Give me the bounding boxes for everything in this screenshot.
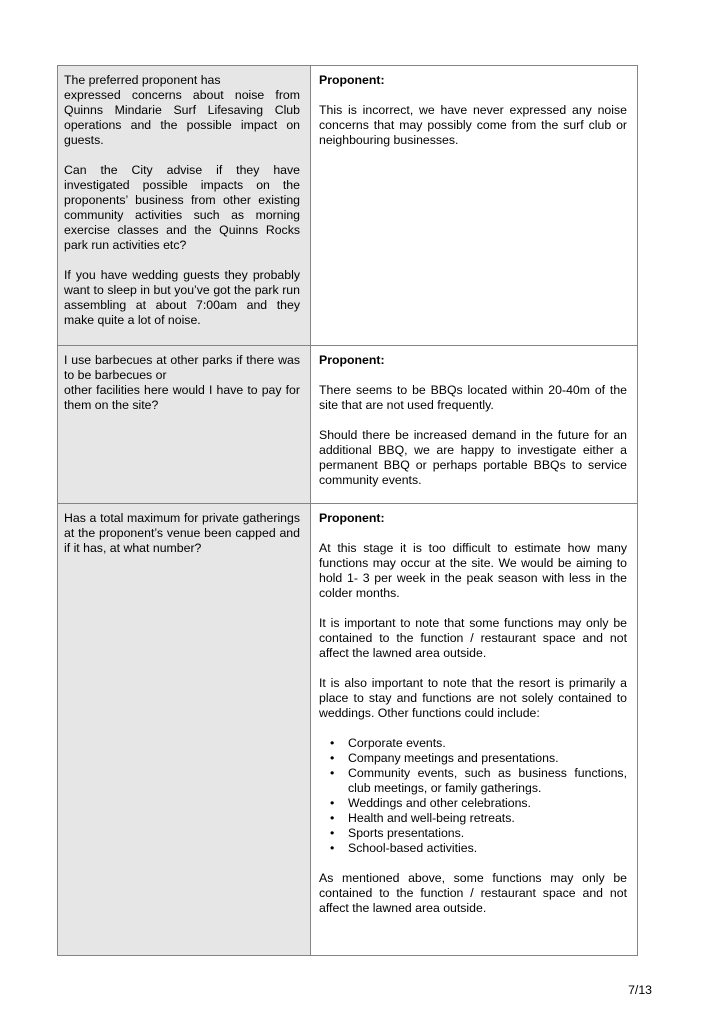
list-item-text: Community events, such as business functions, club meetings, or family gatherings. — [348, 766, 627, 795]
question-cell — [58, 346, 311, 504]
list-item-text: Company meetings and presentations. — [348, 751, 559, 765]
bullet-icon: • — [330, 841, 335, 855]
proponent-label: Proponent: — [319, 353, 385, 367]
question-paragraph — [64, 353, 300, 413]
proponent-label: Proponent: — [319, 73, 385, 87]
bullet-icon: • — [330, 751, 335, 765]
list-item — [319, 811, 627, 826]
response-cell — [311, 66, 638, 346]
proponent-label: Proponent: — [319, 511, 385, 525]
question-paragraph: Has a total maximum for private gatherings at the proponent’s venue been capped and if it has, at what number? — [64, 511, 300, 555]
question-cell — [58, 66, 311, 346]
response-paragraph: It is important to note that some functions may only be contained to the function / restaurant space and not affect the lawned area outside. — [319, 616, 627, 660]
list-item — [319, 751, 627, 766]
list-item — [319, 841, 627, 856]
question-paragraph: Can the City advise if they have investigated possible impacts on the proponents’ business from other existing community activities such as morning exercise classes and the Quinns Rocks park run activities etc? — [64, 163, 300, 252]
list-item-text: School-based activities. — [348, 841, 478, 855]
response-paragraph: At this stage it is too difficult to estimate how many functions may occur at the site. We would be aiming to hold 1- 3 per week in the peak season with less in the colder months. — [319, 541, 627, 600]
list-item — [319, 796, 627, 811]
response-cell — [311, 346, 638, 504]
response-paragraph: As mentioned above, some functions may only be contained to the function / restaurant space and not affect the lawned area outside. — [319, 871, 627, 915]
question-text: expressed concerns about noise from Quinns Mindarie Surf Lifesaving Club operations and the possible impact on guests. — [64, 88, 300, 147]
bullet-icon: • — [330, 796, 335, 810]
list-item — [319, 736, 627, 751]
list-item-text: Weddings and other celebrations. — [348, 796, 531, 810]
bullet-icon: • — [330, 736, 335, 750]
response-paragraph: This is incorrect, we have never expressed any noise concerns that may possibly come from the surf club or neighbouring businesses. — [319, 103, 627, 147]
list-item — [319, 766, 627, 796]
question-paragraph: If you have wedding guests they probably want to sleep in but you’ve got the park run assembling at about 7:00am and they make quite a lot of noise. — [64, 268, 300, 327]
response-cell — [311, 504, 638, 956]
response-paragraph: Should there be increased demand in the future for an additional BBQ, we are happy to investigate either a permanent BBQ or perhaps portable BBQs to service community events. — [319, 428, 627, 487]
response-paragraph: It is also important to note that the resort is primarily a place to stay and functions are not solely contained to weddings. Other functions could include: — [319, 676, 627, 720]
question-text: other facilities here would I have to pay for them on the site? — [64, 383, 300, 412]
list-item-text: Sports presentations. — [348, 826, 465, 840]
bullet-icon: • — [330, 826, 335, 840]
bullet-icon: • — [330, 766, 335, 780]
list-item-text: Health and well-being retreats. — [348, 811, 515, 825]
question-text: I use barbecues at other parks if there was to be barbecues or — [64, 353, 300, 382]
question-text: The preferred proponent has — [64, 73, 221, 87]
table-row — [58, 66, 638, 346]
table-row — [58, 346, 638, 504]
response-paragraph: There seems to be BBQs located within 20-40m of the site that are not used frequently. — [319, 383, 627, 412]
bullet-icon: • — [330, 811, 335, 825]
qa-table — [57, 65, 638, 956]
question-paragraph — [64, 73, 300, 148]
function-types-list — [319, 736, 627, 856]
question-cell — [58, 504, 311, 956]
page-number: 7/13 — [628, 983, 652, 997]
list-item-text: Corporate events. — [348, 736, 446, 750]
list-item — [319, 826, 627, 841]
table-row — [58, 504, 638, 956]
